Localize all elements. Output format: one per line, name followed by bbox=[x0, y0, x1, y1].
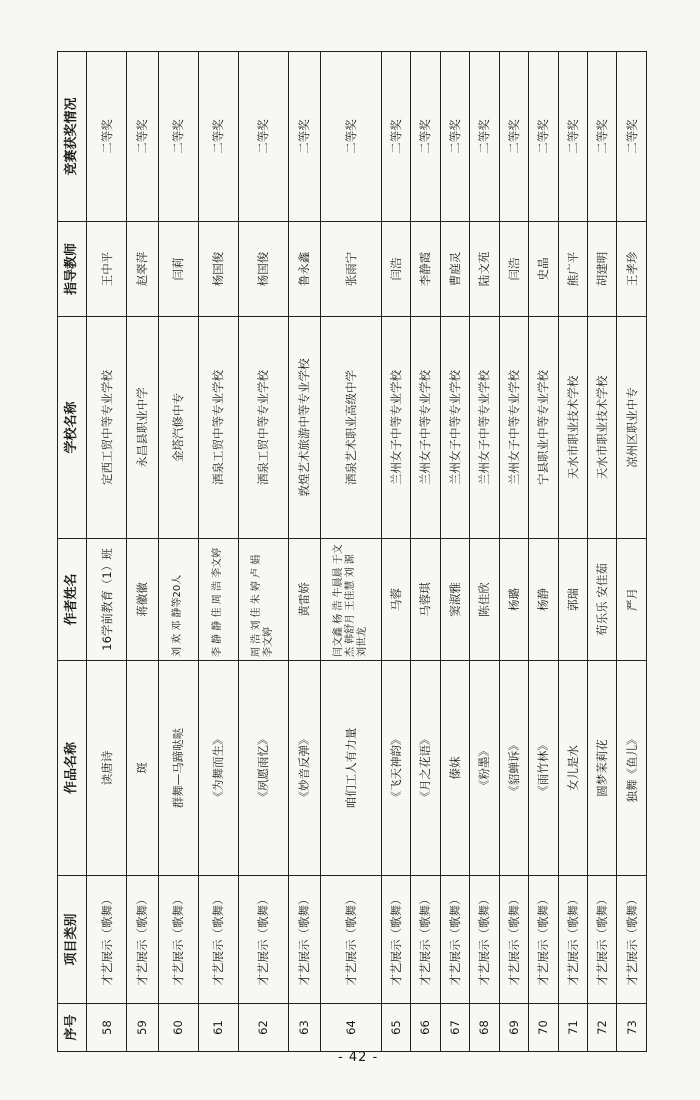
col-header-school: 学校名称 bbox=[58, 317, 87, 539]
cell-no: 59 bbox=[127, 1004, 159, 1052]
table-body bbox=[87, 52, 647, 1052]
table-row bbox=[198, 52, 238, 1052]
cell-teacher: 张雨宁 bbox=[320, 222, 381, 317]
cell-work: 《月之花语》 bbox=[411, 661, 440, 876]
cell-school: 兰州女子中等专业学校 bbox=[499, 317, 528, 539]
cell-work: 圆梦茉莉花 bbox=[588, 661, 617, 876]
cell-teacher: 胡建明 bbox=[588, 222, 617, 317]
cell-work: 《飞天神韵》 bbox=[381, 661, 410, 876]
rotated-table-wrapper bbox=[57, 52, 647, 1052]
table-row bbox=[238, 52, 289, 1052]
cell-work: 《妙音反弹》 bbox=[289, 661, 321, 876]
cell-teacher: 李静霞 bbox=[411, 222, 440, 317]
cell-award: 二等奖 bbox=[289, 52, 321, 222]
cell-category: 才艺展示（歌舞） bbox=[198, 876, 238, 1004]
cell-no: 63 bbox=[289, 1004, 321, 1052]
cell-award: 二等奖 bbox=[617, 52, 647, 222]
cell-teacher: 熊广平 bbox=[558, 222, 587, 317]
cell-school: 兰州女子中等专业学校 bbox=[411, 317, 440, 539]
cell-author: 窦淑雅 bbox=[440, 539, 469, 661]
cell-award: 二等奖 bbox=[320, 52, 381, 222]
cell-category: 才艺展示（歌舞） bbox=[499, 876, 528, 1004]
cell-author: 杨静 bbox=[529, 539, 558, 661]
cell-category: 才艺展示（歌舞） bbox=[289, 876, 321, 1004]
cell-teacher: 闫浩 bbox=[499, 222, 528, 317]
cell-category: 才艺展示（歌舞） bbox=[440, 876, 469, 1004]
cell-no: 71 bbox=[558, 1004, 587, 1052]
cell-school: 定西工贸中等专业学校 bbox=[87, 317, 127, 539]
cell-school: 天水市职业技术学校 bbox=[558, 317, 587, 539]
cell-award: 二等奖 bbox=[381, 52, 410, 222]
table-row bbox=[320, 52, 381, 1052]
cell-category: 才艺展示（歌舞） bbox=[470, 876, 499, 1004]
cell-teacher: 杨国俊 bbox=[198, 222, 238, 317]
cell-award: 二等奖 bbox=[440, 52, 469, 222]
cell-author: 16学前教育（1）班 bbox=[87, 539, 127, 661]
header-row bbox=[58, 52, 87, 1052]
cell-author: 严月 bbox=[617, 539, 647, 661]
cell-no: 64 bbox=[320, 1004, 381, 1052]
col-header-category: 项目类别 bbox=[58, 876, 87, 1004]
cell-teacher: 杨国俊 bbox=[238, 222, 289, 317]
cell-teacher: 闫浩 bbox=[381, 222, 410, 317]
cell-award: 二等奖 bbox=[411, 52, 440, 222]
cell-award: 二等奖 bbox=[198, 52, 238, 222]
cell-category: 才艺展示（歌舞） bbox=[588, 876, 617, 1004]
col-header-work: 作品名称 bbox=[58, 661, 87, 876]
cell-category: 才艺展示（歌舞） bbox=[158, 876, 198, 1004]
table-row bbox=[158, 52, 198, 1052]
cell-teacher: 赵翠萍 bbox=[127, 222, 159, 317]
cell-no: 68 bbox=[470, 1004, 499, 1052]
cell-school: 兰州女子中等专业学校 bbox=[440, 317, 469, 539]
cell-award: 二等奖 bbox=[470, 52, 499, 222]
cell-work: 斑 bbox=[127, 661, 159, 876]
table-row bbox=[617, 52, 647, 1052]
table-row bbox=[440, 52, 469, 1052]
cell-work: 《夙愿雨忆》 bbox=[238, 661, 289, 876]
cell-school: 金塔汽修中专 bbox=[158, 317, 198, 539]
cell-no: 69 bbox=[499, 1004, 528, 1052]
table-row bbox=[529, 52, 558, 1052]
table-row bbox=[588, 52, 617, 1052]
cell-author: 马蓉 bbox=[381, 539, 410, 661]
cell-school: 酒泉艺术职业高级中学 bbox=[320, 317, 381, 539]
cell-award: 二等奖 bbox=[238, 52, 289, 222]
cell-school: 敦煌艺术旅游中等专业学校 bbox=[289, 317, 321, 539]
cell-category: 才艺展示（歌舞） bbox=[87, 876, 127, 1004]
cell-teacher: 鲁永鑫 bbox=[289, 222, 321, 317]
cell-work: 傣妹 bbox=[440, 661, 469, 876]
cell-school: 凉州区职业中专 bbox=[617, 317, 647, 539]
cell-author: 杨璐 bbox=[499, 539, 528, 661]
cell-author: 李 静 静 佳 周 浩 李文婷 bbox=[198, 539, 238, 661]
cell-no: 66 bbox=[411, 1004, 440, 1052]
cell-school: 宁县职业中等专业学校 bbox=[529, 317, 558, 539]
cell-author: 周 浩 刘 佳 朱 婷 卢 娟 李文婷 bbox=[238, 539, 289, 661]
cell-award: 二等奖 bbox=[499, 52, 528, 222]
cell-no: 58 bbox=[87, 1004, 127, 1052]
cell-school: 兰州女子中等专业学校 bbox=[381, 317, 410, 539]
col-header-teacher: 指导教师 bbox=[58, 222, 87, 317]
cell-teacher: 史晶 bbox=[529, 222, 558, 317]
cell-category: 才艺展示（歌舞） bbox=[320, 876, 381, 1004]
cell-author: 刘 欢 邓 静等20人 bbox=[158, 539, 198, 661]
cell-author: 蒋徽徽 bbox=[127, 539, 159, 661]
cell-no: 65 bbox=[381, 1004, 410, 1052]
cell-work: 女儿是水 bbox=[558, 661, 587, 876]
cell-no: 67 bbox=[440, 1004, 469, 1052]
cell-no: 70 bbox=[529, 1004, 558, 1052]
cell-category: 才艺展示（歌舞） bbox=[411, 876, 440, 1004]
table-row bbox=[289, 52, 321, 1052]
cell-category: 才艺展示（歌舞） bbox=[617, 876, 647, 1004]
cell-category: 才艺展示（歌舞） bbox=[381, 876, 410, 1004]
cell-author: 黄雷娇 bbox=[289, 539, 321, 661]
cell-no: 73 bbox=[617, 1004, 647, 1052]
cell-work: 读唐诗 bbox=[87, 661, 127, 876]
cell-school: 酒泉工贸中等专业学校 bbox=[238, 317, 289, 539]
cell-teacher: 王中平 bbox=[87, 222, 127, 317]
cell-award: 二等奖 bbox=[127, 52, 159, 222]
table-row bbox=[411, 52, 440, 1052]
cell-teacher: 王孝珍 bbox=[617, 222, 647, 317]
cell-school: 酒泉工贸中等专业学校 bbox=[198, 317, 238, 539]
cell-award: 二等奖 bbox=[158, 52, 198, 222]
col-header-no: 序号 bbox=[58, 1004, 87, 1052]
cell-category: 才艺展示（歌舞） bbox=[558, 876, 587, 1004]
cell-work: 《粉墨》 bbox=[470, 661, 499, 876]
cell-author: 马蓉琪 bbox=[411, 539, 440, 661]
cell-author: 荀乐乐 安佳茹 bbox=[588, 539, 617, 661]
table-row bbox=[499, 52, 528, 1052]
col-header-author: 作者姓名 bbox=[58, 539, 87, 661]
cell-author: 闫文鑫 杨 浩 牛晨晨 于文杰 韩舒月 王佳慧 刘 源 刘世龙 bbox=[320, 539, 381, 661]
cell-award: 二等奖 bbox=[558, 52, 587, 222]
col-header-award: 竞赛获奖情况 bbox=[58, 52, 87, 222]
table-row bbox=[87, 52, 127, 1052]
cell-category: 才艺展示（歌舞） bbox=[529, 876, 558, 1004]
cell-no: 60 bbox=[158, 1004, 198, 1052]
cell-no: 72 bbox=[588, 1004, 617, 1052]
award-table bbox=[57, 51, 647, 1052]
table-row bbox=[381, 52, 410, 1052]
cell-award: 二等奖 bbox=[588, 52, 617, 222]
cell-work: 咱们工人有力量 bbox=[320, 661, 381, 876]
page-number: - 42 - bbox=[338, 1050, 379, 1065]
cell-work: 《雨竹林》 bbox=[529, 661, 558, 876]
cell-school: 兰州女子中等专业学校 bbox=[470, 317, 499, 539]
cell-teacher: 陆文苑 bbox=[470, 222, 499, 317]
table-row bbox=[558, 52, 587, 1052]
cell-award: 二等奖 bbox=[529, 52, 558, 222]
cell-school: 天水市职业技术学校 bbox=[588, 317, 617, 539]
cell-no: 61 bbox=[198, 1004, 238, 1052]
cell-author: 郭瑞 bbox=[558, 539, 587, 661]
cell-school: 永昌县职业中学 bbox=[127, 317, 159, 539]
cell-work: 群舞—马蹄哒哒 bbox=[158, 661, 198, 876]
cell-category: 才艺展示（歌舞） bbox=[127, 876, 159, 1004]
cell-award: 二等奖 bbox=[87, 52, 127, 222]
cell-category: 才艺展示（歌舞） bbox=[238, 876, 289, 1004]
cell-work: 《为舞而生》 bbox=[198, 661, 238, 876]
cell-teacher: 曹庭灵 bbox=[440, 222, 469, 317]
cell-author: 陈佳欣 bbox=[470, 539, 499, 661]
table-row bbox=[470, 52, 499, 1052]
cell-no: 62 bbox=[238, 1004, 289, 1052]
cell-teacher: 闫莉 bbox=[158, 222, 198, 317]
cell-work: 独舞《鱼儿》 bbox=[617, 661, 647, 876]
cell-work: 《貂蝉诉》 bbox=[499, 661, 528, 876]
table-row bbox=[127, 52, 159, 1052]
